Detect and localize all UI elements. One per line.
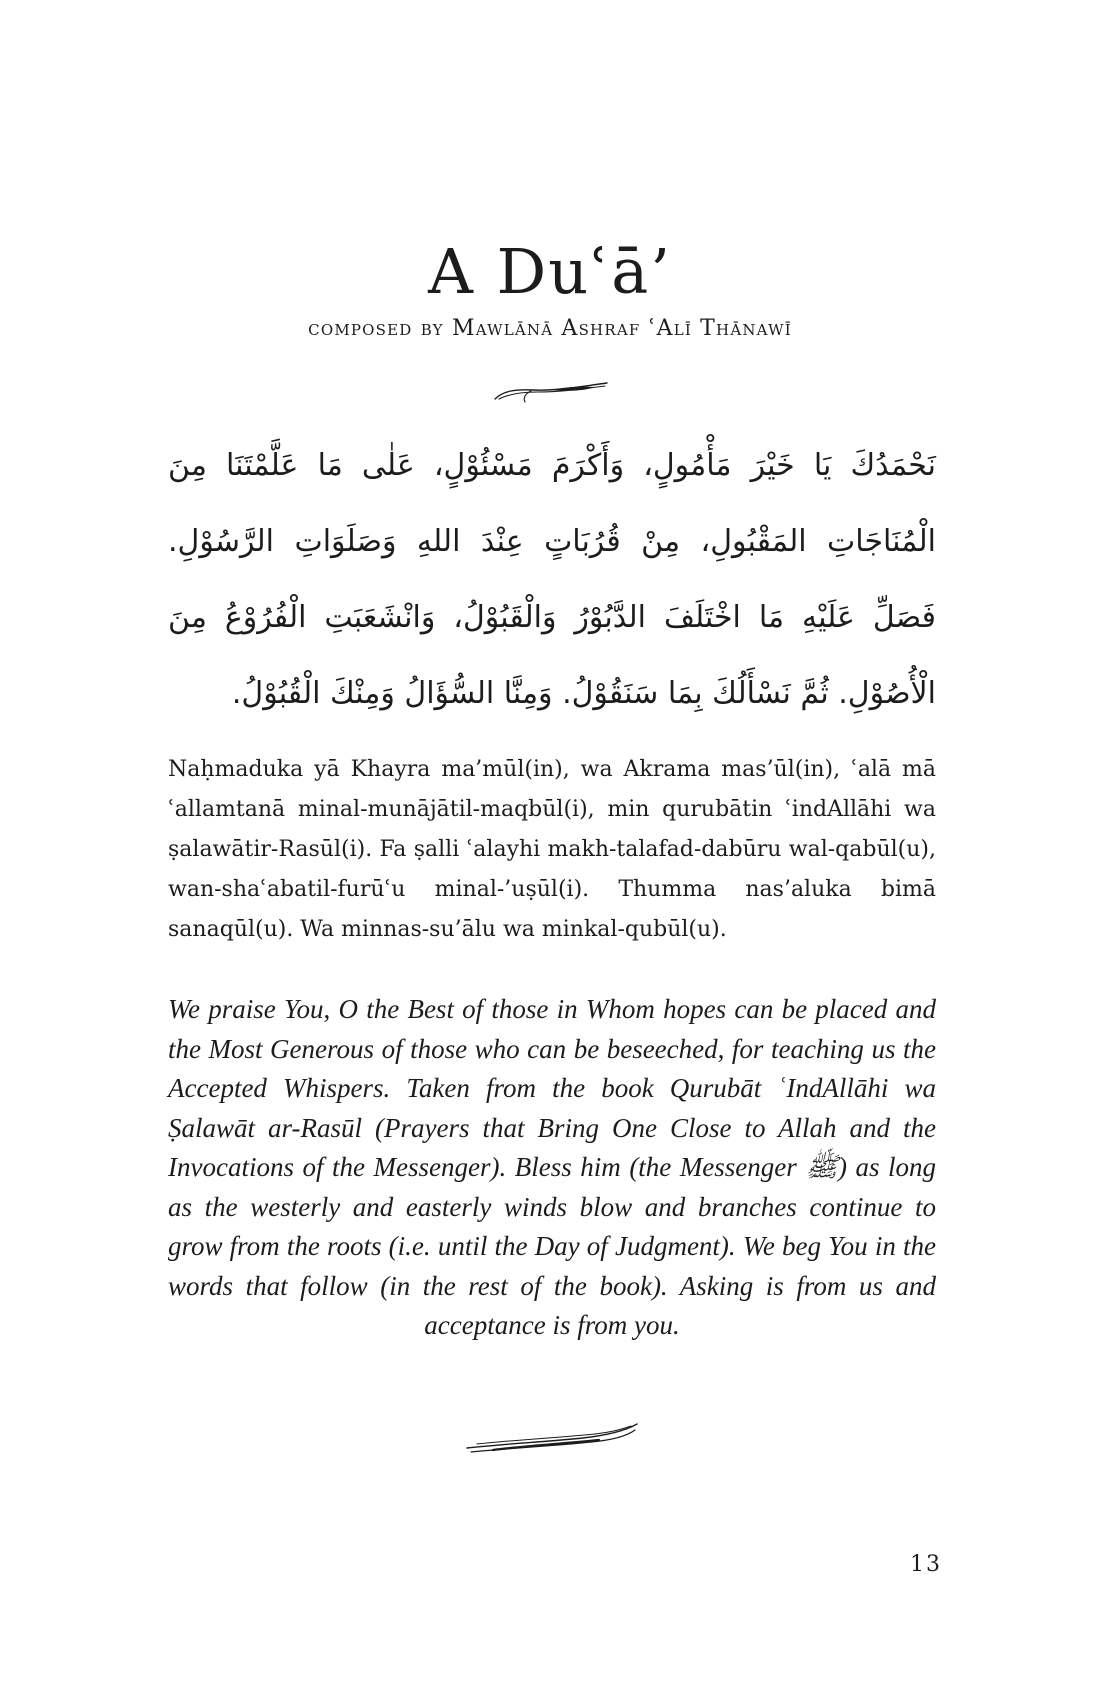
arabic-dua-text: [168, 428, 936, 732]
page-title: A Duʿā’: [428, 235, 672, 308]
arabic-line: نَحْمَدُكَ يَا خَيْرَ مَأْمُولٍ، وَأَكْرَمَ مَسْئُوْلٍ، عَلٰى مَا عَلَّمْتَنَا مِنَ: [168, 448, 936, 483]
arabic-line: الْأُصُوْلِ. ثُمَّ نَسْأَلُكَ بِمَا سَنَقُوْلُ. وَمِنَّا السُّؤَالُ وَمِنْكَ الْقُبُوْلُ.: [231, 676, 936, 711]
flourish-end-icon: [463, 1420, 641, 1456]
arabic-line: الْمُنَاجَاتِ المَقْبُولِ، مِنْ قُرُبَاتٍ عِنْدَ اللهِ وَصَلَوَاتِ الرَّسُوْلِ.: [168, 524, 936, 559]
page-number: 13: [910, 1552, 942, 1577]
translation-paragraph: We praise You, O the Best of those in Whom hopes can be placed and the Most Generous of those who can be beseeched, for teaching us the Accepted Whispers. Taken from the book Qurubāt ʿIndAllāhi wa Ṣalawāt ar-Rasūl (Prayers that Bring One Close to Allah and the Invocations of the Messenger). Bless him (the Messenger ﷺ) as long as the westerly and easterly winds blow and branches continue to grow from the roots (i.e. until the Day of Judgment). We beg You in the words that follow (in the rest of the book). Asking is from us and acceptance is from you.: [168, 994, 936, 1340]
transliteration-paragraph: Naḥmaduka yā Khayra ma’mūl(in), wa Akrama mas’ūl(in), ʿalā mā ʿallamtanā minal-munājātil-maqbūl(i), min qurubātin ʿindAllāhi wa ṣalawātir-Rasūl(i). Fa ṣalli ʿalayhi makh-talafad-dabūru wal-qabūl(u), wan-shaʿabatil-furūʿu minal-’uṣūl(i). Thumma nas’aluka bimā sanaqūl(u). Wa minnas-su’ālu wa minkal-qubūl(u).: [168, 757, 936, 942]
page-subtitle: composed by Mawlānā Ashraf ʿAlī Thānawī: [308, 316, 792, 341]
flourish-divider-icon: [491, 378, 611, 404]
arabic-line: فَصَلِّ عَلَيْهِ مَا اخْتَلَفَ الدَّبُوْرُ وَالْقَبُوْلُ، وَانْشَعَبَتِ الْفُرُوْعُ مِنَ: [168, 600, 936, 635]
